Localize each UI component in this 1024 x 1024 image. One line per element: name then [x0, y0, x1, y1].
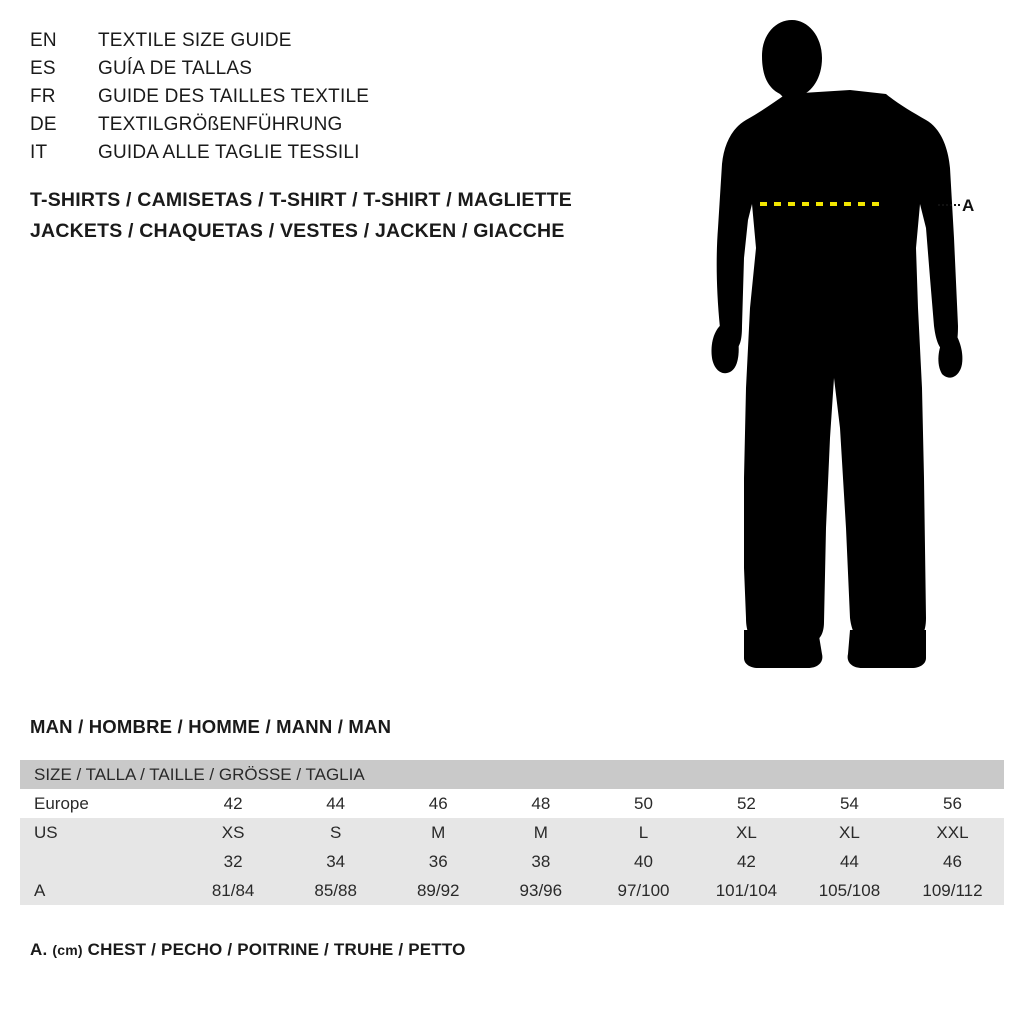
- language-text-es: GUÍA DE TALLAS: [98, 58, 253, 79]
- cell-a-8: 109/112: [901, 876, 1004, 905]
- row-label-europe: Europe: [20, 789, 182, 818]
- cell-europe-5: 50: [592, 789, 695, 818]
- cell-us-8: XXL: [901, 818, 1004, 847]
- table-header-row: [20, 760, 1004, 789]
- row-label-us: US: [20, 818, 182, 847]
- row-label-a: A: [20, 876, 182, 905]
- cell-us-7: XL: [798, 818, 901, 847]
- body-figure: [700, 8, 1000, 678]
- cell-numeric-8: 46: [901, 847, 1004, 876]
- male-silhouette-icon: [700, 8, 1000, 678]
- cell-numeric-4: 38: [490, 847, 593, 876]
- cell-us-2: S: [284, 818, 387, 847]
- language-code-de: DE: [30, 114, 57, 135]
- language-code-fr: FR: [30, 86, 56, 107]
- cell-us-6: XL: [695, 818, 798, 847]
- cell-a-7: 105/108: [798, 876, 901, 905]
- language-text-en: TEXTILE SIZE GUIDE: [98, 30, 292, 51]
- table-row: [20, 789, 1004, 818]
- cell-europe-4: 48: [490, 789, 593, 818]
- size-table: [20, 760, 1004, 905]
- cell-numeric-1: 32: [182, 847, 285, 876]
- cell-europe-3: 46: [387, 789, 490, 818]
- language-row-fr: [30, 86, 650, 114]
- table-row: [20, 818, 1004, 847]
- language-code-es: ES: [30, 58, 56, 79]
- footnote: [30, 940, 466, 960]
- cell-europe-6: 52: [695, 789, 798, 818]
- cell-numeric-6: 42: [695, 847, 798, 876]
- cell-us-1: XS: [182, 818, 285, 847]
- cell-us-5: L: [592, 818, 695, 847]
- measure-leader-line: [938, 204, 960, 206]
- footnote-prefix: A.: [30, 940, 48, 959]
- cell-numeric-5: 40: [592, 847, 695, 876]
- cell-a-1: 81/84: [182, 876, 285, 905]
- footnote-text: CHEST / PECHO / POITRINE / TRUHE / PETTO: [87, 940, 466, 959]
- cell-numeric-3: 36: [387, 847, 490, 876]
- garment-type-list: [30, 185, 670, 247]
- table-row: [20, 876, 1004, 905]
- footnote-unit: (cm): [52, 942, 83, 958]
- garment-row-tshirts: T-SHIRTS / CAMISETAS / T-SHIRT / T-SHIRT / MAGLIETTE: [30, 189, 572, 211]
- language-row-it: [30, 142, 650, 170]
- language-text-de: TEXTILGRÖßENFÜHRUNG: [98, 114, 343, 135]
- language-code-en: EN: [30, 30, 57, 51]
- cell-europe-2: 44: [284, 789, 387, 818]
- table-row: [20, 847, 1004, 876]
- cell-a-3: 89/92: [387, 876, 490, 905]
- language-row-de: [30, 114, 650, 142]
- cell-a-4: 93/96: [490, 876, 593, 905]
- cell-a-5: 97/100: [592, 876, 695, 905]
- cell-us-3: M: [387, 818, 490, 847]
- language-list: [30, 30, 650, 170]
- language-code-it: IT: [30, 142, 48, 163]
- measure-label-a: A: [962, 196, 975, 215]
- cell-a-2: 85/88: [284, 876, 387, 905]
- cell-us-4: M: [490, 818, 593, 847]
- language-text-it: GUIDA ALLE TAGLIE TESSILI: [98, 142, 360, 163]
- cell-europe-7: 54: [798, 789, 901, 818]
- language-row-es: [30, 58, 650, 86]
- cell-numeric-2: 34: [284, 847, 387, 876]
- row-label-numeric: [20, 847, 182, 876]
- cell-europe-1: 42: [182, 789, 285, 818]
- language-text-fr: GUIDE DES TAILLES TEXTILE: [98, 86, 370, 107]
- cell-numeric-7: 44: [798, 847, 901, 876]
- section-title-man: MAN / HOMBRE / HOMME / MANN / MAN: [30, 716, 392, 737]
- garment-row-jackets: JACKETS / CHAQUETAS / VESTES / JACKEN / GIACCHE: [30, 220, 565, 242]
- cell-europe-8: 56: [901, 789, 1004, 818]
- cell-a-6: 101/104: [695, 876, 798, 905]
- table-header-label: SIZE / TALLA / TAILLE / GRÖSSE / TAGLIA: [20, 760, 1004, 789]
- language-row-en: [30, 30, 650, 58]
